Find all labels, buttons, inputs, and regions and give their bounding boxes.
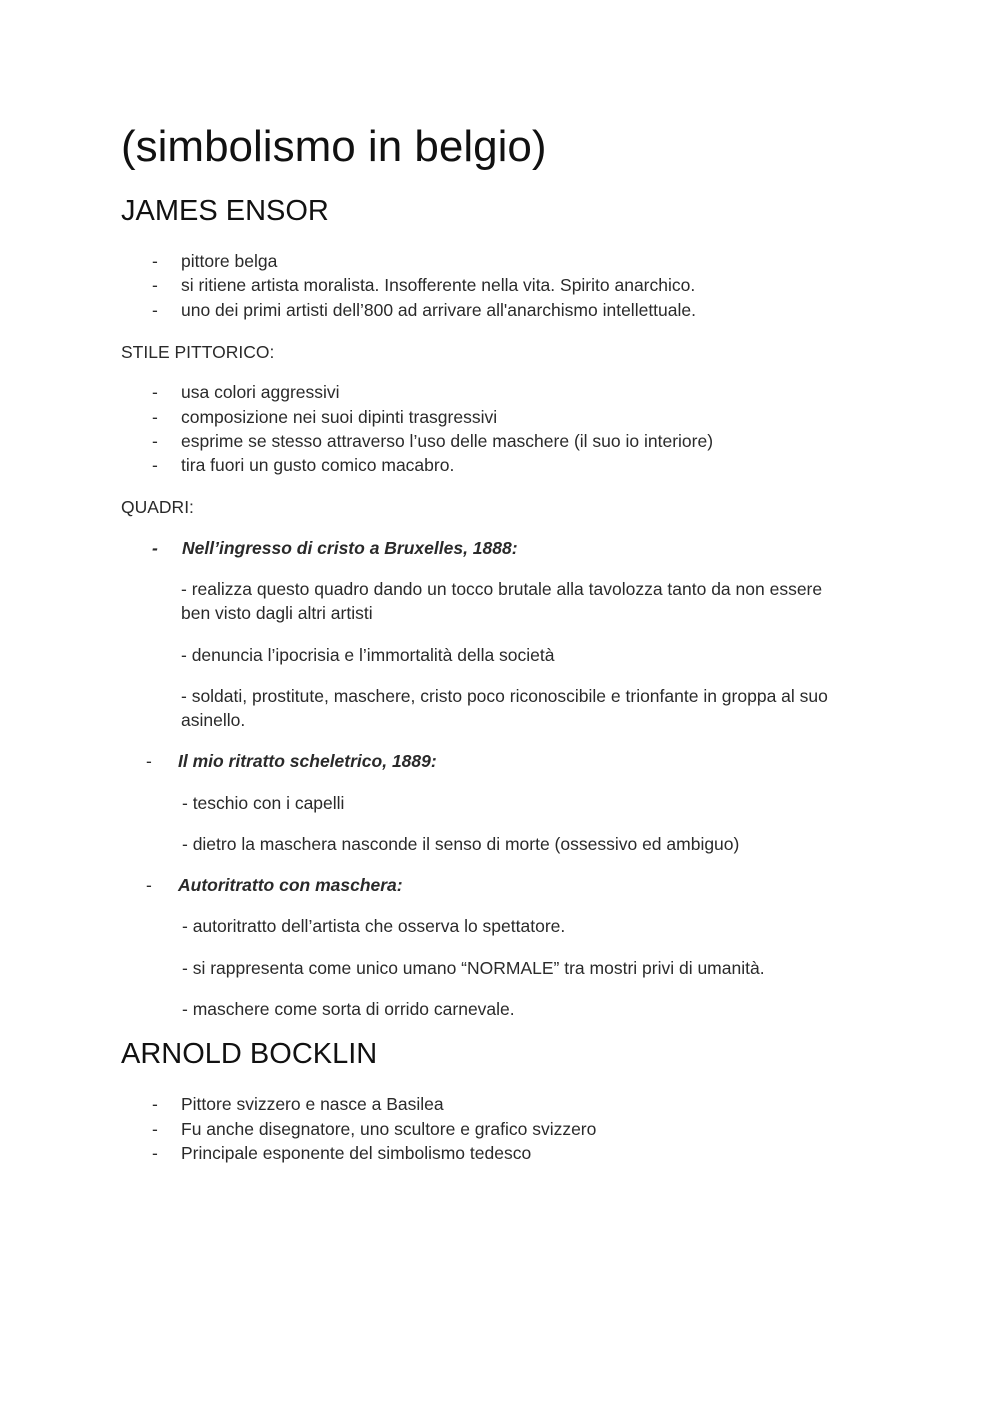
- section-heading-bocklin: ARNOLD BOCKLIN: [121, 1038, 378, 1070]
- work-note: asinello.: [181, 710, 246, 730]
- list-bullet: -: [152, 300, 158, 320]
- list-bullet: -: [152, 275, 158, 295]
- list-item: Principale esponente del simbolismo tedesco: [181, 1143, 532, 1163]
- work-note: - denuncia l’ipocrisia e l’immortalità della società: [181, 645, 555, 665]
- work-note: - si rappresenta come unico umano “NORMALE” tra mostri privi di umanità.: [182, 958, 765, 978]
- list-item: usa colori aggressivi: [181, 382, 340, 402]
- list-bullet: -: [152, 407, 158, 427]
- list-bullet: -: [152, 431, 158, 451]
- work-note: ben visto dagli altri artisti: [181, 603, 373, 623]
- list-bullet: -: [146, 875, 152, 895]
- list-bullet: -: [152, 1094, 158, 1114]
- work-note: - autoritratto dell’artista che osserva lo spettatore.: [182, 916, 566, 936]
- page-title: (simbolismo in belgio): [121, 122, 547, 171]
- list-item: uno dei primi artisti dell’800 ad arrivare all'anarchismo intellettuale.: [181, 300, 696, 320]
- work-title: Nell’ingresso di cristo a Bruxelles, 1888:: [182, 538, 518, 558]
- section-heading-ensor: JAMES ENSOR: [121, 195, 329, 227]
- subheading-style: STILE PITTORICO:: [121, 342, 275, 362]
- work-title: Autoritratto con maschera:: [178, 875, 403, 895]
- work-title: Il mio ritratto scheletrico, 1889:: [178, 751, 437, 771]
- list-bullet: -: [152, 382, 158, 402]
- work-note: - soldati, prostitute, maschere, cristo poco riconoscibile e trionfante in groppa al suo: [181, 686, 828, 706]
- list-item: composizione nei suoi dipinti trasgressivi: [181, 407, 498, 427]
- list-item: si ritiene artista moralista. Insofferente nella vita. Spirito anarchico.: [181, 275, 696, 295]
- list-item: pittore belga: [181, 251, 278, 271]
- work-note: - realizza questo quadro dando un tocco brutale alla tavolozza tanto da non essere: [181, 579, 823, 599]
- list-item: Fu anche disegnatore, uno scultore e grafico svizzero: [181, 1119, 597, 1139]
- list-bullet: -: [146, 751, 152, 771]
- subheading-works: QUADRI:: [121, 497, 194, 517]
- work-note: - teschio con i capelli: [182, 793, 345, 813]
- list-bullet: -: [152, 455, 158, 475]
- work-note: - dietro la maschera nasconde il senso di morte (ossessivo ed ambiguo): [182, 834, 740, 854]
- work-note: - maschere come sorta di orrido carnevale.: [182, 999, 515, 1019]
- list-item: Pittore svizzero e nasce a Basilea: [181, 1094, 444, 1114]
- list-item: tira fuori un gusto comico macabro.: [181, 455, 455, 475]
- list-bullet: -: [152, 1119, 158, 1139]
- list-bullet: -: [152, 251, 158, 271]
- list-bullet: -: [152, 1143, 158, 1163]
- list-bullet: -: [152, 538, 158, 558]
- list-item: esprime se stesso attraverso l’uso delle maschere (il suo io interiore): [181, 431, 714, 451]
